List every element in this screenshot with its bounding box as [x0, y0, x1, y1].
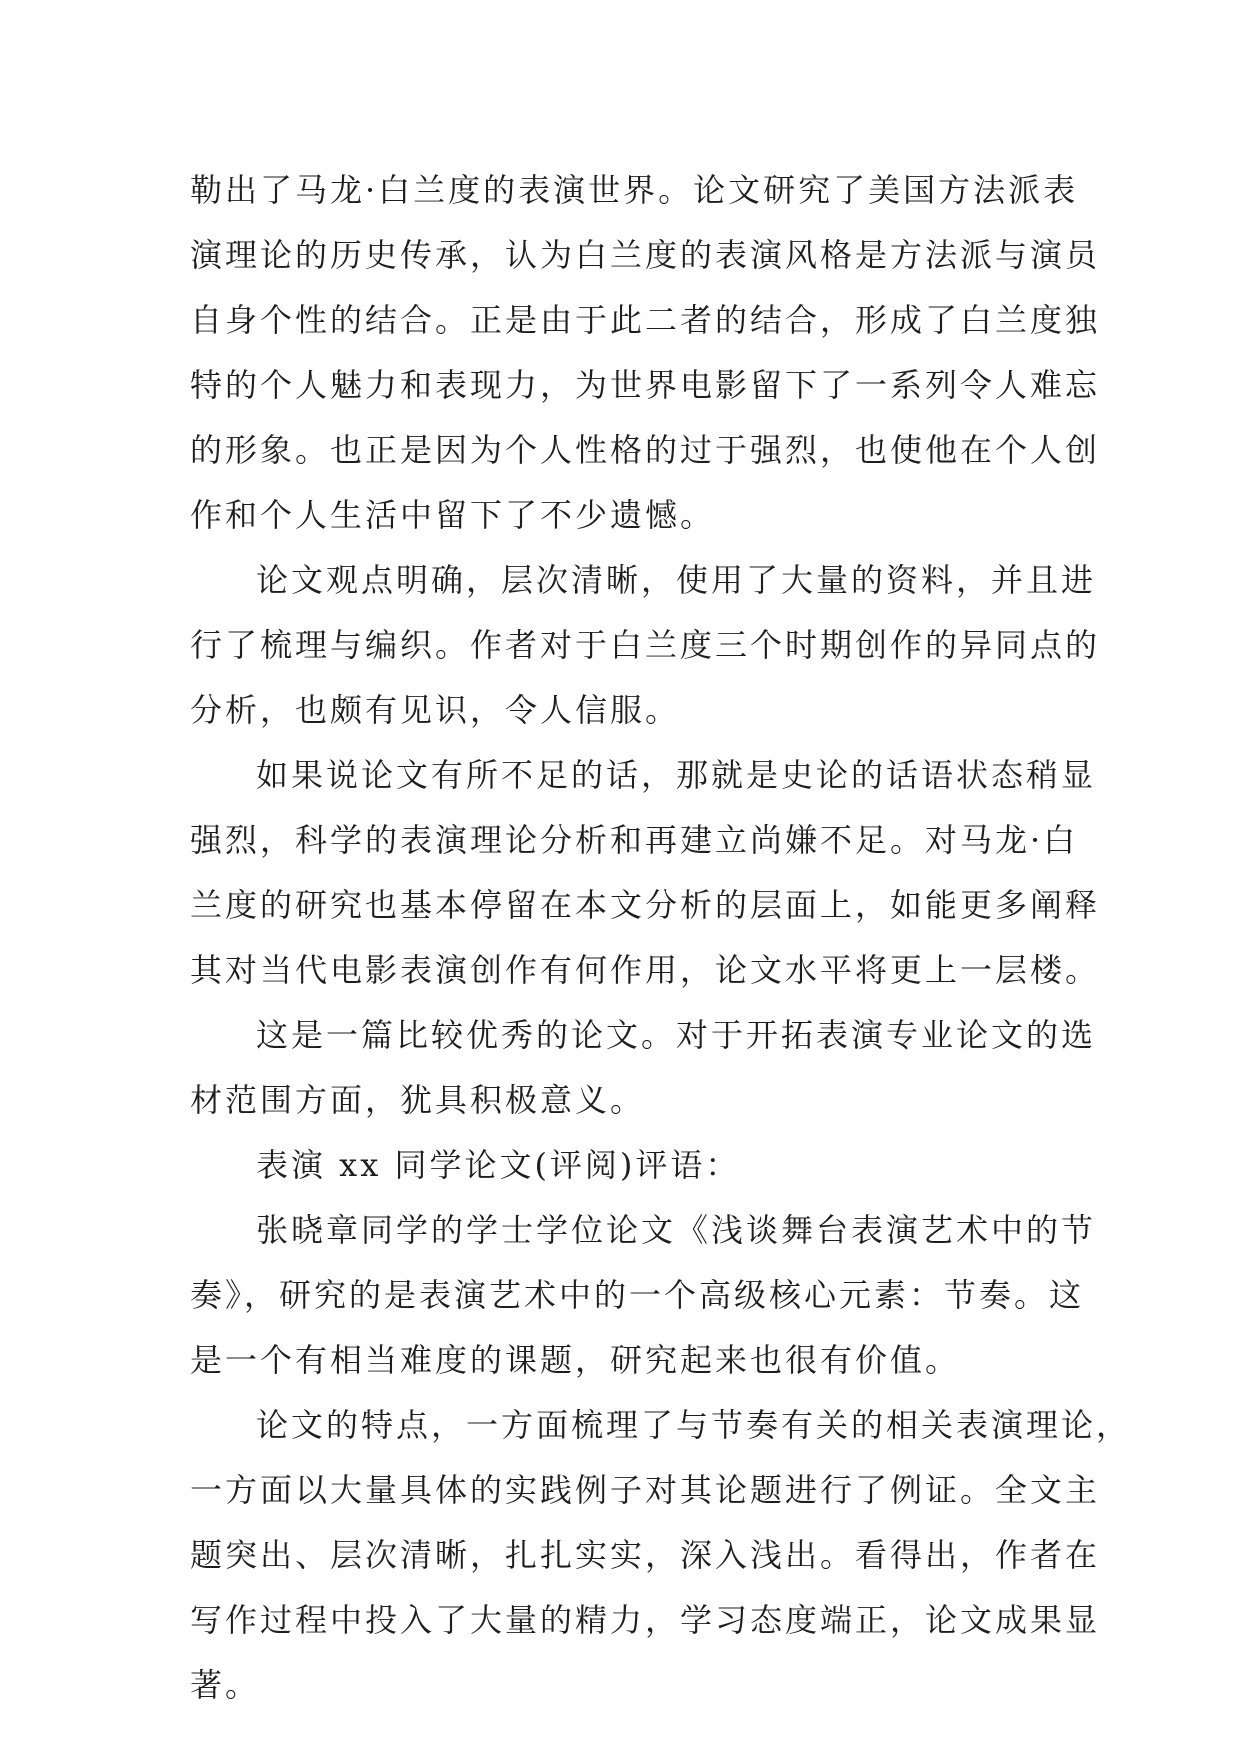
text-line: 行了梳理与编织。作者对于白兰度三个时期创作的异同点的: [190, 626, 1101, 664]
paragraph-first-line: 论文观点明确，层次清晰，使用了大量的资料，并且进: [256, 561, 1097, 599]
text-line: 奏》，研究的是表演艺术中的一个高级核心元素：节奏。这: [190, 1276, 1085, 1314]
paragraph-first-line: 张晓章同学的学士学位论文《浅谈舞台表演艺术中的节: [256, 1211, 1097, 1249]
paragraph-first-line: 如果说论文有所不足的话，那就是史论的话语状态稍显: [256, 756, 1097, 794]
text-line: 材范围方面，犹具积极意义。: [190, 1081, 646, 1119]
text-line: 其对当代电影表演创作有何作用，论文水平将更上一层楼。: [190, 951, 1101, 989]
text-line: 题突出、层次清晰，扎扎实实，深入浅出。看得出，作者在: [190, 1536, 1101, 1574]
text-line: 是一个有相当难度的课题，研究起来也很有价值。: [190, 1341, 961, 1379]
text-line: 著。: [190, 1666, 261, 1704]
text-line: 勒出了马龙·白兰度的表演世界。论文研究了美国方法派表: [190, 171, 1079, 209]
text-line: 的形象。也正是因为个人性格的过于强烈，也使他在个人创: [190, 431, 1101, 469]
text-line: 强烈，科学的表演理论分析和再建立尚嫌不足。对马龙·白: [190, 821, 1079, 859]
text-line: 兰度的研究也基本停留在本文分析的层面上，如能更多阐释: [190, 886, 1101, 924]
text-line: 写作过程中投入了大量的精力，学习态度端正，论文成果显: [190, 1601, 1101, 1639]
text-line: 分析，也颇有见识，令人信服。: [190, 691, 681, 729]
document-body: [190, 158, 1132, 1718]
text-line: 演理论的历史传承，认为白兰度的表演风格是方法派与演员: [190, 236, 1101, 274]
text-line: 作和个人生活中留下了不少遗憾。: [190, 496, 716, 534]
text-line: 特的个人魅力和表现力，为世界电影留下了一系列令人难忘: [190, 366, 1101, 404]
paragraph-first-line: 论文的特点，一方面梳理了与节奏有关的相关表演理论，: [256, 1406, 1132, 1444]
text-line: 自身个性的结合。正是由于此二者的结合，形成了白兰度独: [190, 301, 1101, 339]
paragraph-first-line: 这是一篇比较优秀的论文。对于开拓表演专业论文的选: [256, 1016, 1097, 1054]
text-line: 一方面以大量具体的实践例子对其论题进行了例证。全文主: [190, 1471, 1101, 1509]
section-heading: 表演 xx 同学论文(评阅)评语：: [256, 1146, 741, 1184]
